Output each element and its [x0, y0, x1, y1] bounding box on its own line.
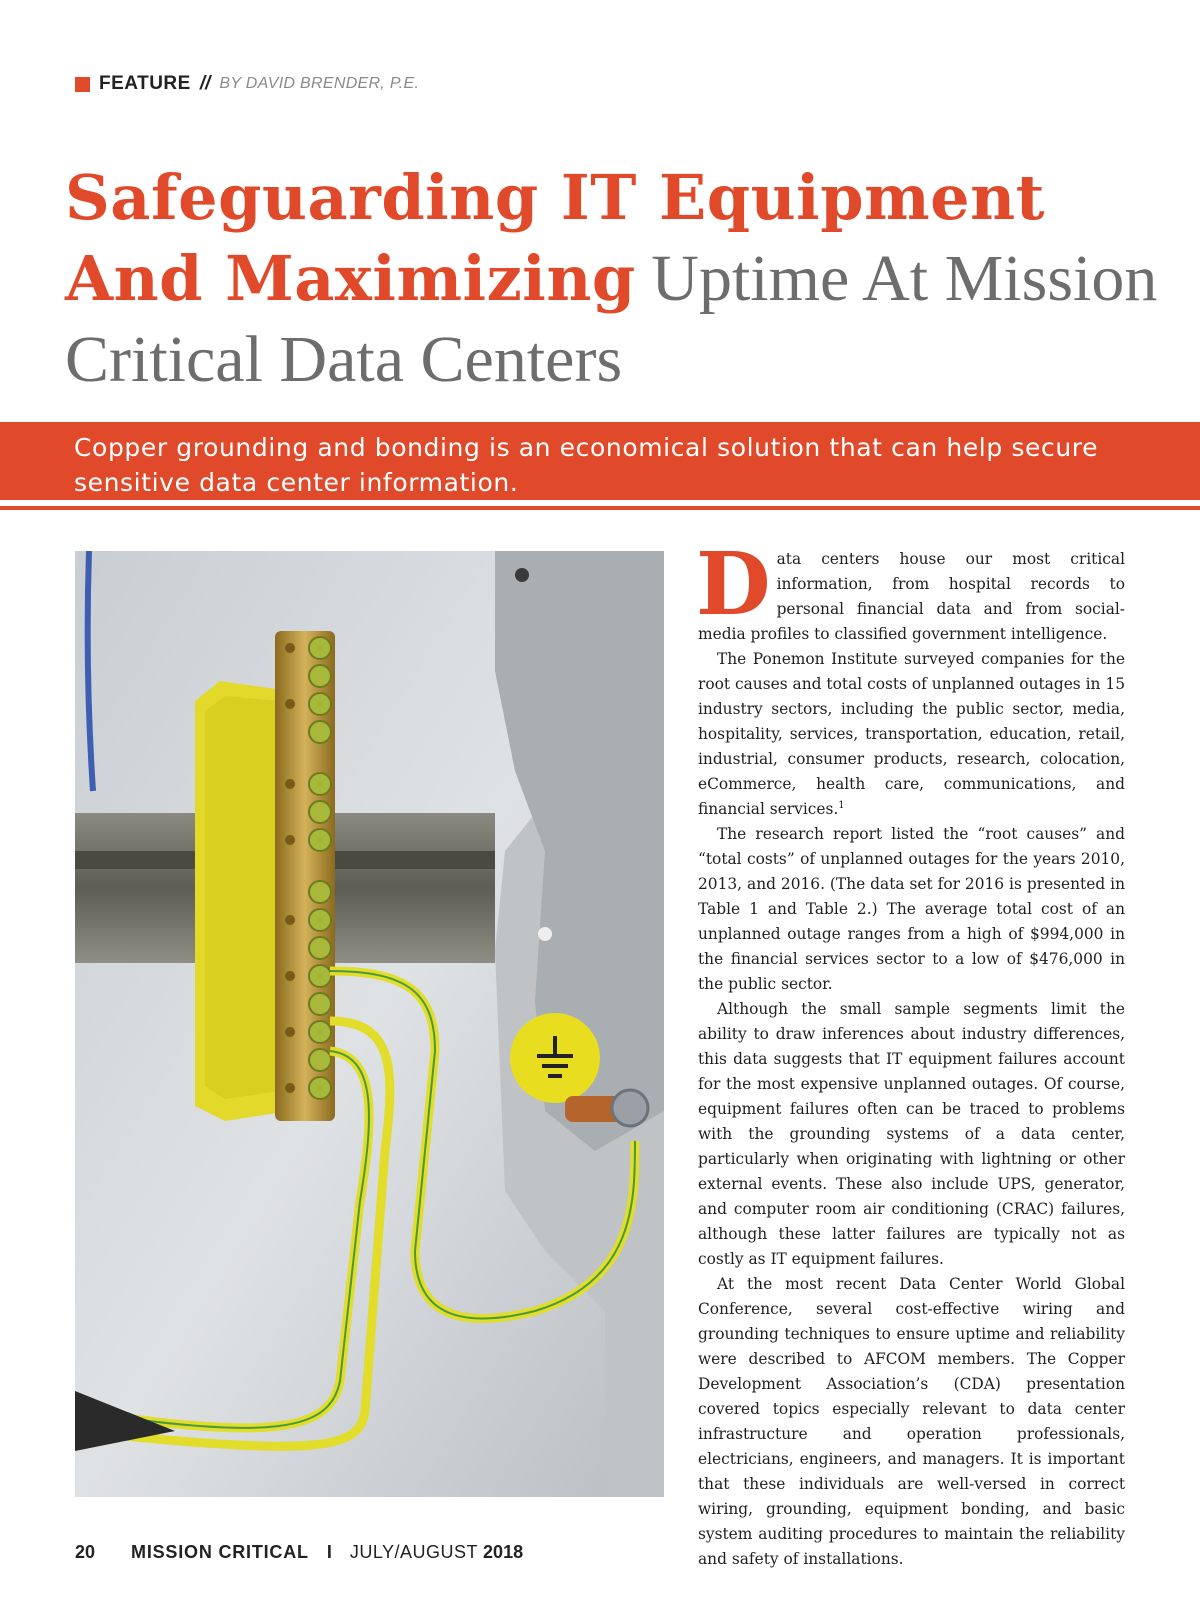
kicker-separator: //: [199, 73, 211, 94]
article-paragraph: At the most recent Data Center World Global Conference, several cost-effective wiring and grounding techniques to ensure uptime and reliability were described to AFCOM members. The Copper Development Association’s (CDA) presentation covered topics especially relevant to data center infrastructure and operation professionals, electricians, engineers, and managers. It is important that these individuals are well-versed in correct wiring, grounding, equipment bonding, and basic system auditing procedures to maintain the reliability and safety of installations.: [698, 1275, 1125, 1568]
footnote-marker: 1: [838, 799, 845, 811]
article-paragraph: [696, 534, 1125, 647]
paragraph-text: The Ponemon Institute surveyed companies for the root causes and total costs of unplanned outages in 15 industry sectors, including the public sector, media, hospitality, services, transportation, education, retail, industrial, consumer products, research, colocation, eCommerce, health care, communications, and financial services.: [698, 650, 1125, 818]
paragraph-text: ata centers house our most critical information, from hospital records to personal financial data and from social-media profiles to classified government intelligence.: [698, 550, 1125, 643]
article-body: [696, 534, 1125, 1572]
issue-year: 2018: [483, 1541, 524, 1562]
drop-cap: D: [696, 534, 771, 635]
page-footer: [75, 1537, 523, 1567]
page-number: 20: [75, 1541, 96, 1562]
article-headline: [65, 158, 1175, 401]
article-paragraph: [698, 647, 1125, 822]
section-label: FEATURE: [99, 73, 191, 94]
deck-underline-rule: [0, 506, 1200, 510]
article-paragraph: Although the small sample segments limit the ability to draw inferences about industry differences, this data suggests that IT equipment failures account for the most expensive unplanned outages. Of course, equipment failures often can be traced to problems with the grounding systems of a data center, particularly when originating with lightning or other external events. These also include UPS, generator, and computer room air conditioning (CRAC) failures, although these latter failures are typically not as costly as IT equipment failures.: [698, 1000, 1125, 1268]
headline-bold-part: Safeguarding IT Equipment And Maximizing: [65, 161, 1045, 315]
author-byline: BY DAVID BRENDER, P.E.: [219, 75, 420, 92]
section-kicker: [75, 72, 419, 96]
article-paragraph: The research report listed the “root causes” and “total costs” of unplanned outages for the years 2010, 2013, and 2016. (The data set for 2016 is presented in Table 1 and Table 2.) The average total cost of an unplanned outage ranges from a high of $994,000 in the financial services sector to a low of $476,000 in the public sector.: [698, 825, 1125, 993]
section-marker-square: [75, 77, 90, 92]
magazine-name: MISSION CRITICAL: [131, 1541, 309, 1562]
article-deck: Copper grounding and bonding is an economical solution that can help secure sensitive data center information.: [74, 433, 1099, 497]
headline-light-part: Uptime At Mission Critical Data Centers: [65, 242, 1158, 396]
issue-months: JULY/AUGUST: [349, 1541, 479, 1562]
grounding-bus-bar-photo: [75, 551, 664, 1497]
issue-date: [350, 1542, 523, 1563]
deck-banner: [0, 422, 1200, 500]
footer-separator: I: [326, 1541, 332, 1562]
